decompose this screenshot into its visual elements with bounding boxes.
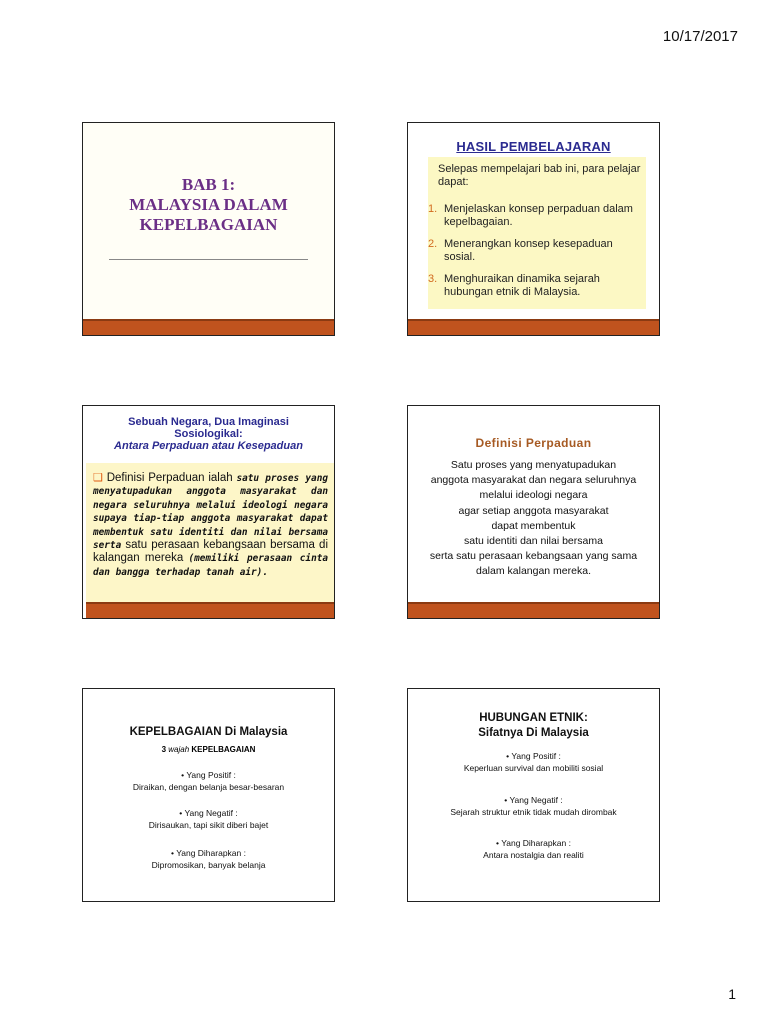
item-text: Antara nostalgia dan realiti	[483, 850, 584, 860]
slide-3-heading-line2: Sosiologikal:	[174, 428, 243, 440]
slide-1-heading-line2: MALAYSIA DALAM	[129, 195, 288, 214]
body-line: satu identiti dan nilai bersama	[464, 535, 603, 548]
slide-footer-bar	[408, 602, 659, 618]
slide-1-title	[82, 122, 335, 336]
slide-footer-bar	[83, 319, 334, 335]
item-text: Sejarah struktur etnik tidak mudah dirombak	[450, 807, 617, 817]
slide-6-heading-line2: Sifatnya Di Malaysia	[478, 727, 589, 739]
slide-2-heading: HASIL PEMBELAJARAN	[456, 139, 611, 154]
list-item	[408, 750, 659, 774]
body-line: melalui ideologi negara	[479, 489, 588, 502]
list-item	[408, 837, 659, 861]
list-item	[428, 203, 642, 229]
item-text: Dipromosikan, banyak belanja	[151, 860, 266, 870]
list-item	[428, 273, 642, 299]
slide-3-heading-line1: Sebuah Negara, Dua Imaginasi	[128, 416, 289, 428]
list-item	[408, 794, 659, 818]
list-number: 1.	[428, 203, 438, 215]
body-line: Satu proses yang menyatupadukan	[450, 459, 617, 471]
slide-footer-bar	[86, 602, 334, 618]
item-head: • Yang Positif :	[181, 770, 236, 780]
slide-3-heading-line3: Antara Perpaduan atau Kesepaduan	[114, 440, 303, 452]
item-head: • Yang Negatif :	[179, 808, 238, 818]
slide-2-learning-outcomes	[407, 122, 660, 336]
item-head: • Yang Diharapkan :	[171, 848, 246, 858]
definition-seg4: (memiliki perasaan cinta dan bangga terhadap tanah air).	[93, 553, 329, 578]
slide-footer-bar	[408, 319, 659, 335]
body-line: dalam kalangan mereka.	[476, 565, 591, 578]
body-line: serta satu perasaan kebangsaan yang sama	[429, 550, 638, 563]
slide-6-heading	[408, 711, 659, 741]
definition-seg2: satu proses yang menyatupadukan anggota masyarakat dan negara seluruhnya melalui ideologi negara supaya tiap-tiap anggota masyarakat dapat membentuk satu identiti dan nilai bersama serta	[93, 473, 328, 552]
slide-1-heading-line1: BAB 1:	[181, 175, 236, 194]
item-text: Diraikan, dengan belanja besar-besaran	[132, 782, 285, 792]
divider	[109, 259, 308, 260]
list-item	[83, 847, 334, 871]
item-head: • Yang Negatif :	[504, 795, 563, 805]
slide-5-subheading	[83, 745, 334, 754]
bullet-icon: ❑	[93, 472, 103, 484]
definition-seg3: satu perasaan kebangsaan bersama di kalangan mereka	[93, 539, 328, 565]
slide-1-heading-line3: KEPELBAGAIAN	[139, 215, 278, 234]
sub-rest: KEPELBAGAIAN	[191, 745, 256, 754]
list-text: Menerangkan konsep kesepaduan sosial.	[444, 238, 613, 263]
slide-4-heading: Definisi Perpaduan	[475, 436, 592, 450]
definition-seg1: Definisi Perpaduan ialah	[106, 472, 237, 484]
item-head: • Yang Positif :	[506, 751, 561, 761]
sub-emphasis: wajah	[168, 745, 190, 754]
list-item	[83, 769, 334, 793]
item-text: Keperluan survival dan mobiliti sosial	[463, 763, 604, 773]
page-number: 1	[728, 986, 736, 1002]
list-number: 2.	[428, 238, 438, 250]
list-item	[83, 807, 334, 831]
body-line: agar setiap anggota masyarakat	[458, 504, 609, 517]
body-line: anggota masyarakat dan negara seluruhnya	[430, 474, 637, 487]
print-date: 10/17/2017	[662, 28, 738, 45]
definition-paragraph	[93, 472, 328, 579]
item-head: • Yang Diharapkan :	[496, 838, 571, 848]
slide-5-kepelbagaian	[82, 688, 335, 902]
sub-number: 3	[161, 745, 167, 754]
slide-3-definition	[82, 405, 335, 619]
list-item	[428, 238, 642, 264]
body-line: dapat membentuk	[491, 519, 576, 532]
slide-5-heading: KEPELBAGAIAN Di Malaysia	[129, 726, 288, 738]
slide-2-intro: Selepas mempelajari bab ini, para pelajar dapat:	[438, 163, 641, 188]
list-text: Menghuraikan dinamika sejarah hubungan etnik di Malaysia.	[444, 273, 600, 298]
slide-6-heading-line1: HUBUNGAN ETNIK:	[479, 712, 588, 724]
list-number: 3.	[428, 273, 438, 285]
slide-6-hubungan-etnik	[407, 688, 660, 902]
outcomes-list	[428, 203, 642, 308]
item-text: Dirisaukan, tapi sikit diberi bajet	[148, 820, 269, 830]
slide-1-heading	[83, 175, 334, 235]
slide-3-heading	[93, 416, 324, 452]
list-text: Menjelaskan konsep perpaduan dalam kepelbagaian.	[444, 203, 633, 228]
slide-4-definisi-perpaduan	[407, 405, 660, 619]
slide-4-body	[416, 458, 651, 580]
